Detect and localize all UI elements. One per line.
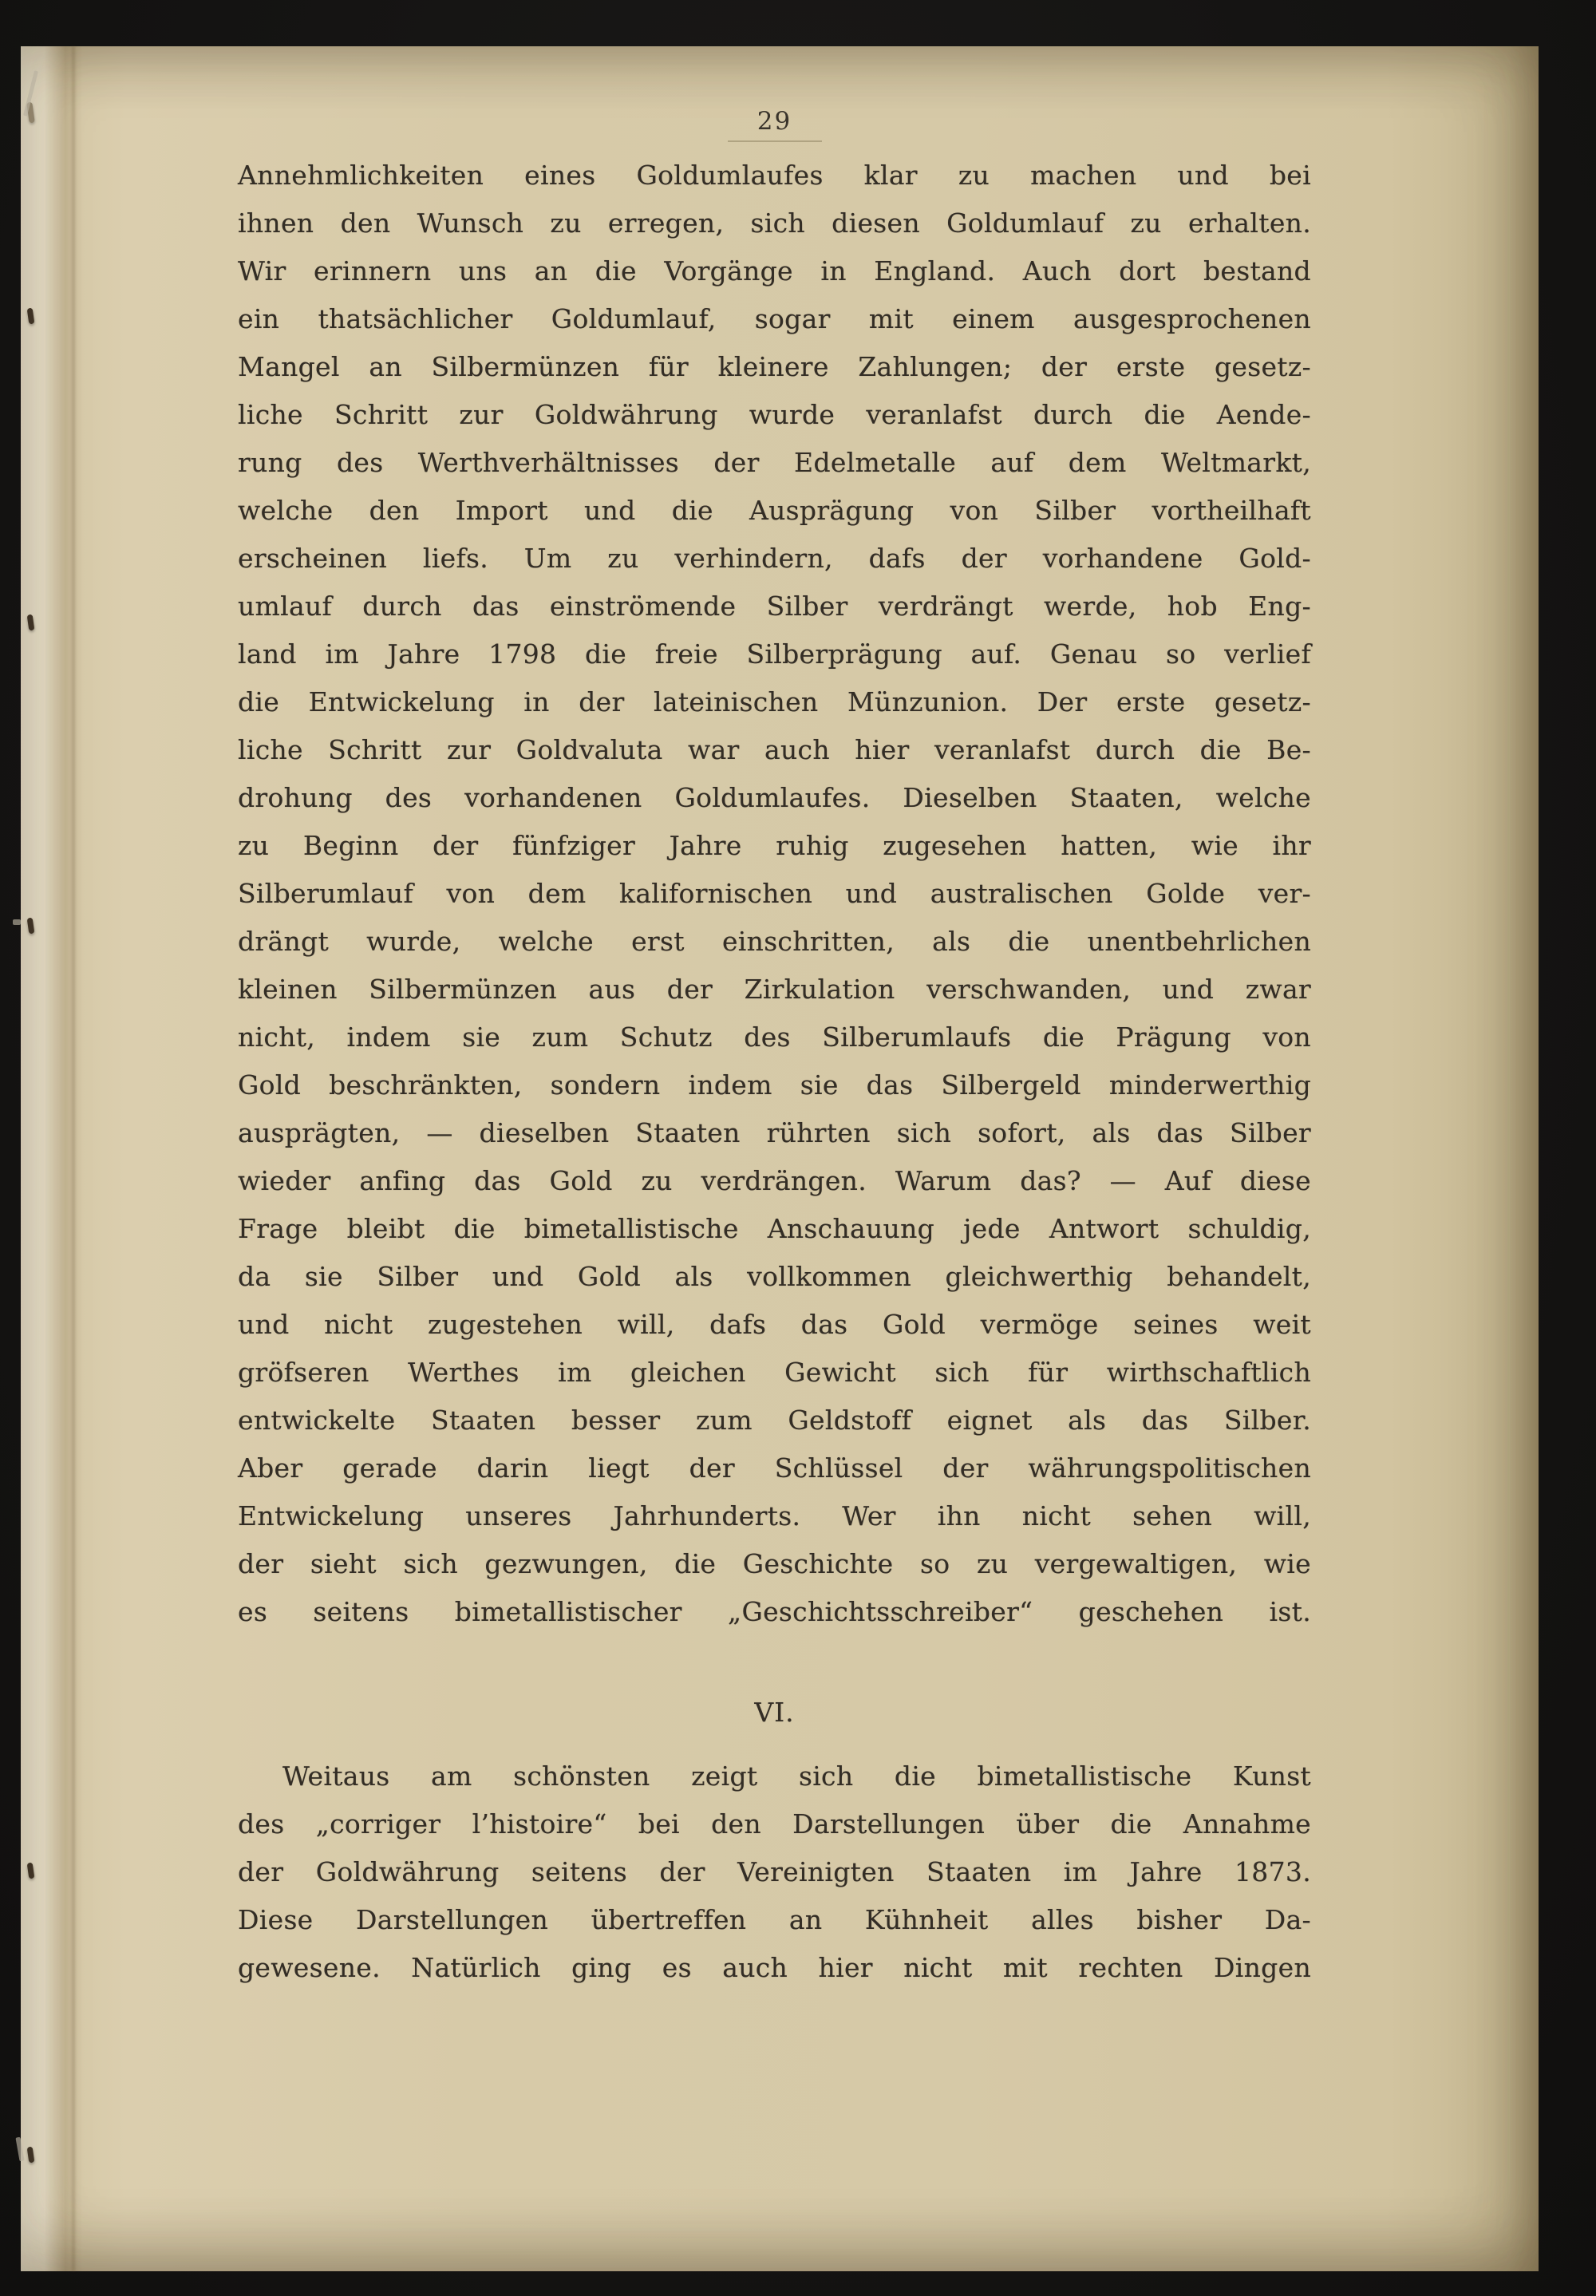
text-line: der Goldwährung seitens der Vereinigten Staaten im Jahre 1873. <box>238 1856 1311 1887</box>
body-paragraph <box>238 152 1311 1636</box>
text-line: Diese Darstellungen übertreffen an Kühnheit alles bisher Da- <box>238 1904 1311 1935</box>
section-heading: VI. <box>754 1697 795 1728</box>
text-line: drängt wurde, welche erst einschritten, als die unentbehrlichen <box>238 926 1311 957</box>
text-line: Silberumlauf von dem kalifornischen und australischen Golde ver- <box>238 878 1311 909</box>
page-number: 29 <box>757 107 792 136</box>
text-line: Frage bleibt die bimetallistische Anschauung jede Antwort schuldig, <box>238 1213 1311 1244</box>
text-line: erscheinen liefs. Um zu verhindern, dafs der vorhandene Gold- <box>238 543 1311 574</box>
text-line: liche Schritt zur Goldwährung wurde veranlafst durch die Aende- <box>238 399 1311 430</box>
text-line: der sieht sich gezwungen, die Geschichte so zu vergewaltigen, wie <box>238 1548 1311 1579</box>
text-line: liche Schritt zur Goldvaluta war auch hier veranlafst durch die Be- <box>238 734 1311 765</box>
text-line: umlauf durch das einströmende Silber verdrängt werde, hob Eng- <box>238 591 1311 622</box>
text-line: gewesene. Natürlich ging es auch hier nicht mit rechten Dingen <box>238 1952 1311 1983</box>
text-line: Gold beschränkten, sondern indem sie das Silbergeld minderwerthig <box>238 1069 1311 1101</box>
text-line: ihnen den Wunsch zu erregen, sich diesen Goldumlauf zu erhalten. <box>238 207 1311 239</box>
text-line: ausprägten, — dieselben Staaten rührten sich sofort, als das Silber <box>238 1117 1311 1148</box>
text-line: entwickelte Staaten besser zum Geldstoff eignet als das Silber. <box>238 1405 1311 1436</box>
gutter-crease <box>72 46 75 2271</box>
text-line: Aber gerade darin liegt der Schlüssel der währungspolitischen <box>238 1452 1311 1484</box>
text-line: die Entwickelung in der lateinischen Münzunion. Der erste gesetz- <box>238 686 1311 717</box>
section-paragraph <box>238 1753 1311 1992</box>
book-page <box>21 46 1539 2271</box>
text-line: Wir erinnern uns an die Vorgänge in England. Auch dort bestand <box>238 255 1311 287</box>
text-line: Entwickelung unseres Jahrhunderts. Wer ihn nicht sehen will, <box>238 1500 1311 1531</box>
text-line: gröfseren Werthes im gleichen Gewicht sich für wirthschaftlich <box>238 1357 1311 1388</box>
page-header <box>238 107 1311 142</box>
text-line: nicht, indem sie zum Schutz des Silberumlaufs die Prägung von <box>238 1022 1311 1053</box>
text-line: es seitens bimetallistischer „Geschichtsschreiber“ geschehen ist. <box>238 1596 1311 1627</box>
text-line: da sie Silber und Gold als vollkommen gleichwerthig behandelt, <box>238 1261 1311 1292</box>
text-line: Weitaus am schönsten zeigt sich die bimetallistische Kunst <box>282 1761 1311 1792</box>
text-line: Mangel an Silbermünzen für kleinere Zahlungen; der erste gesetz- <box>238 351 1311 382</box>
text-column <box>238 152 1311 1992</box>
text-line: land im Jahre 1798 die freie Silberprägung auf. Genau so verlief <box>238 638 1311 670</box>
text-line: wieder anfing das Gold zu verdrängen. Warum das? — Auf diese <box>238 1165 1311 1196</box>
text-line: Annehmlichkeiten eines Goldumlaufes klar zu machen und bei <box>238 160 1311 191</box>
page-number-rule <box>728 140 822 142</box>
text-line: rung des Werthverhältnisses der Edelmetalle auf dem Weltmarkt, <box>238 447 1311 478</box>
text-line: kleinen Silbermünzen aus der Zirkulation verschwanden, und zwar <box>238 974 1311 1005</box>
text-line: drohung des vorhandenen Goldumlaufes. Dieselben Staaten, welche <box>238 782 1311 813</box>
text-line: und nicht zugestehen will, dafs das Gold vermöge seines weit <box>238 1309 1311 1340</box>
text-line: ein thatsächlicher Goldumlauf, sogar mit einem ausgesprochenen <box>238 303 1311 334</box>
text-line: welche den Import und die Ausprägung von Silber vortheilhaft <box>238 495 1311 526</box>
text-line: des „corriger l’histoire“ bei den Darstellungen über die Annahme <box>238 1808 1311 1840</box>
paper-fray-mark <box>13 919 21 925</box>
text-line: zu Beginn der fünfziger Jahre ruhig zugesehen hatten, wie ihr <box>238 830 1311 861</box>
